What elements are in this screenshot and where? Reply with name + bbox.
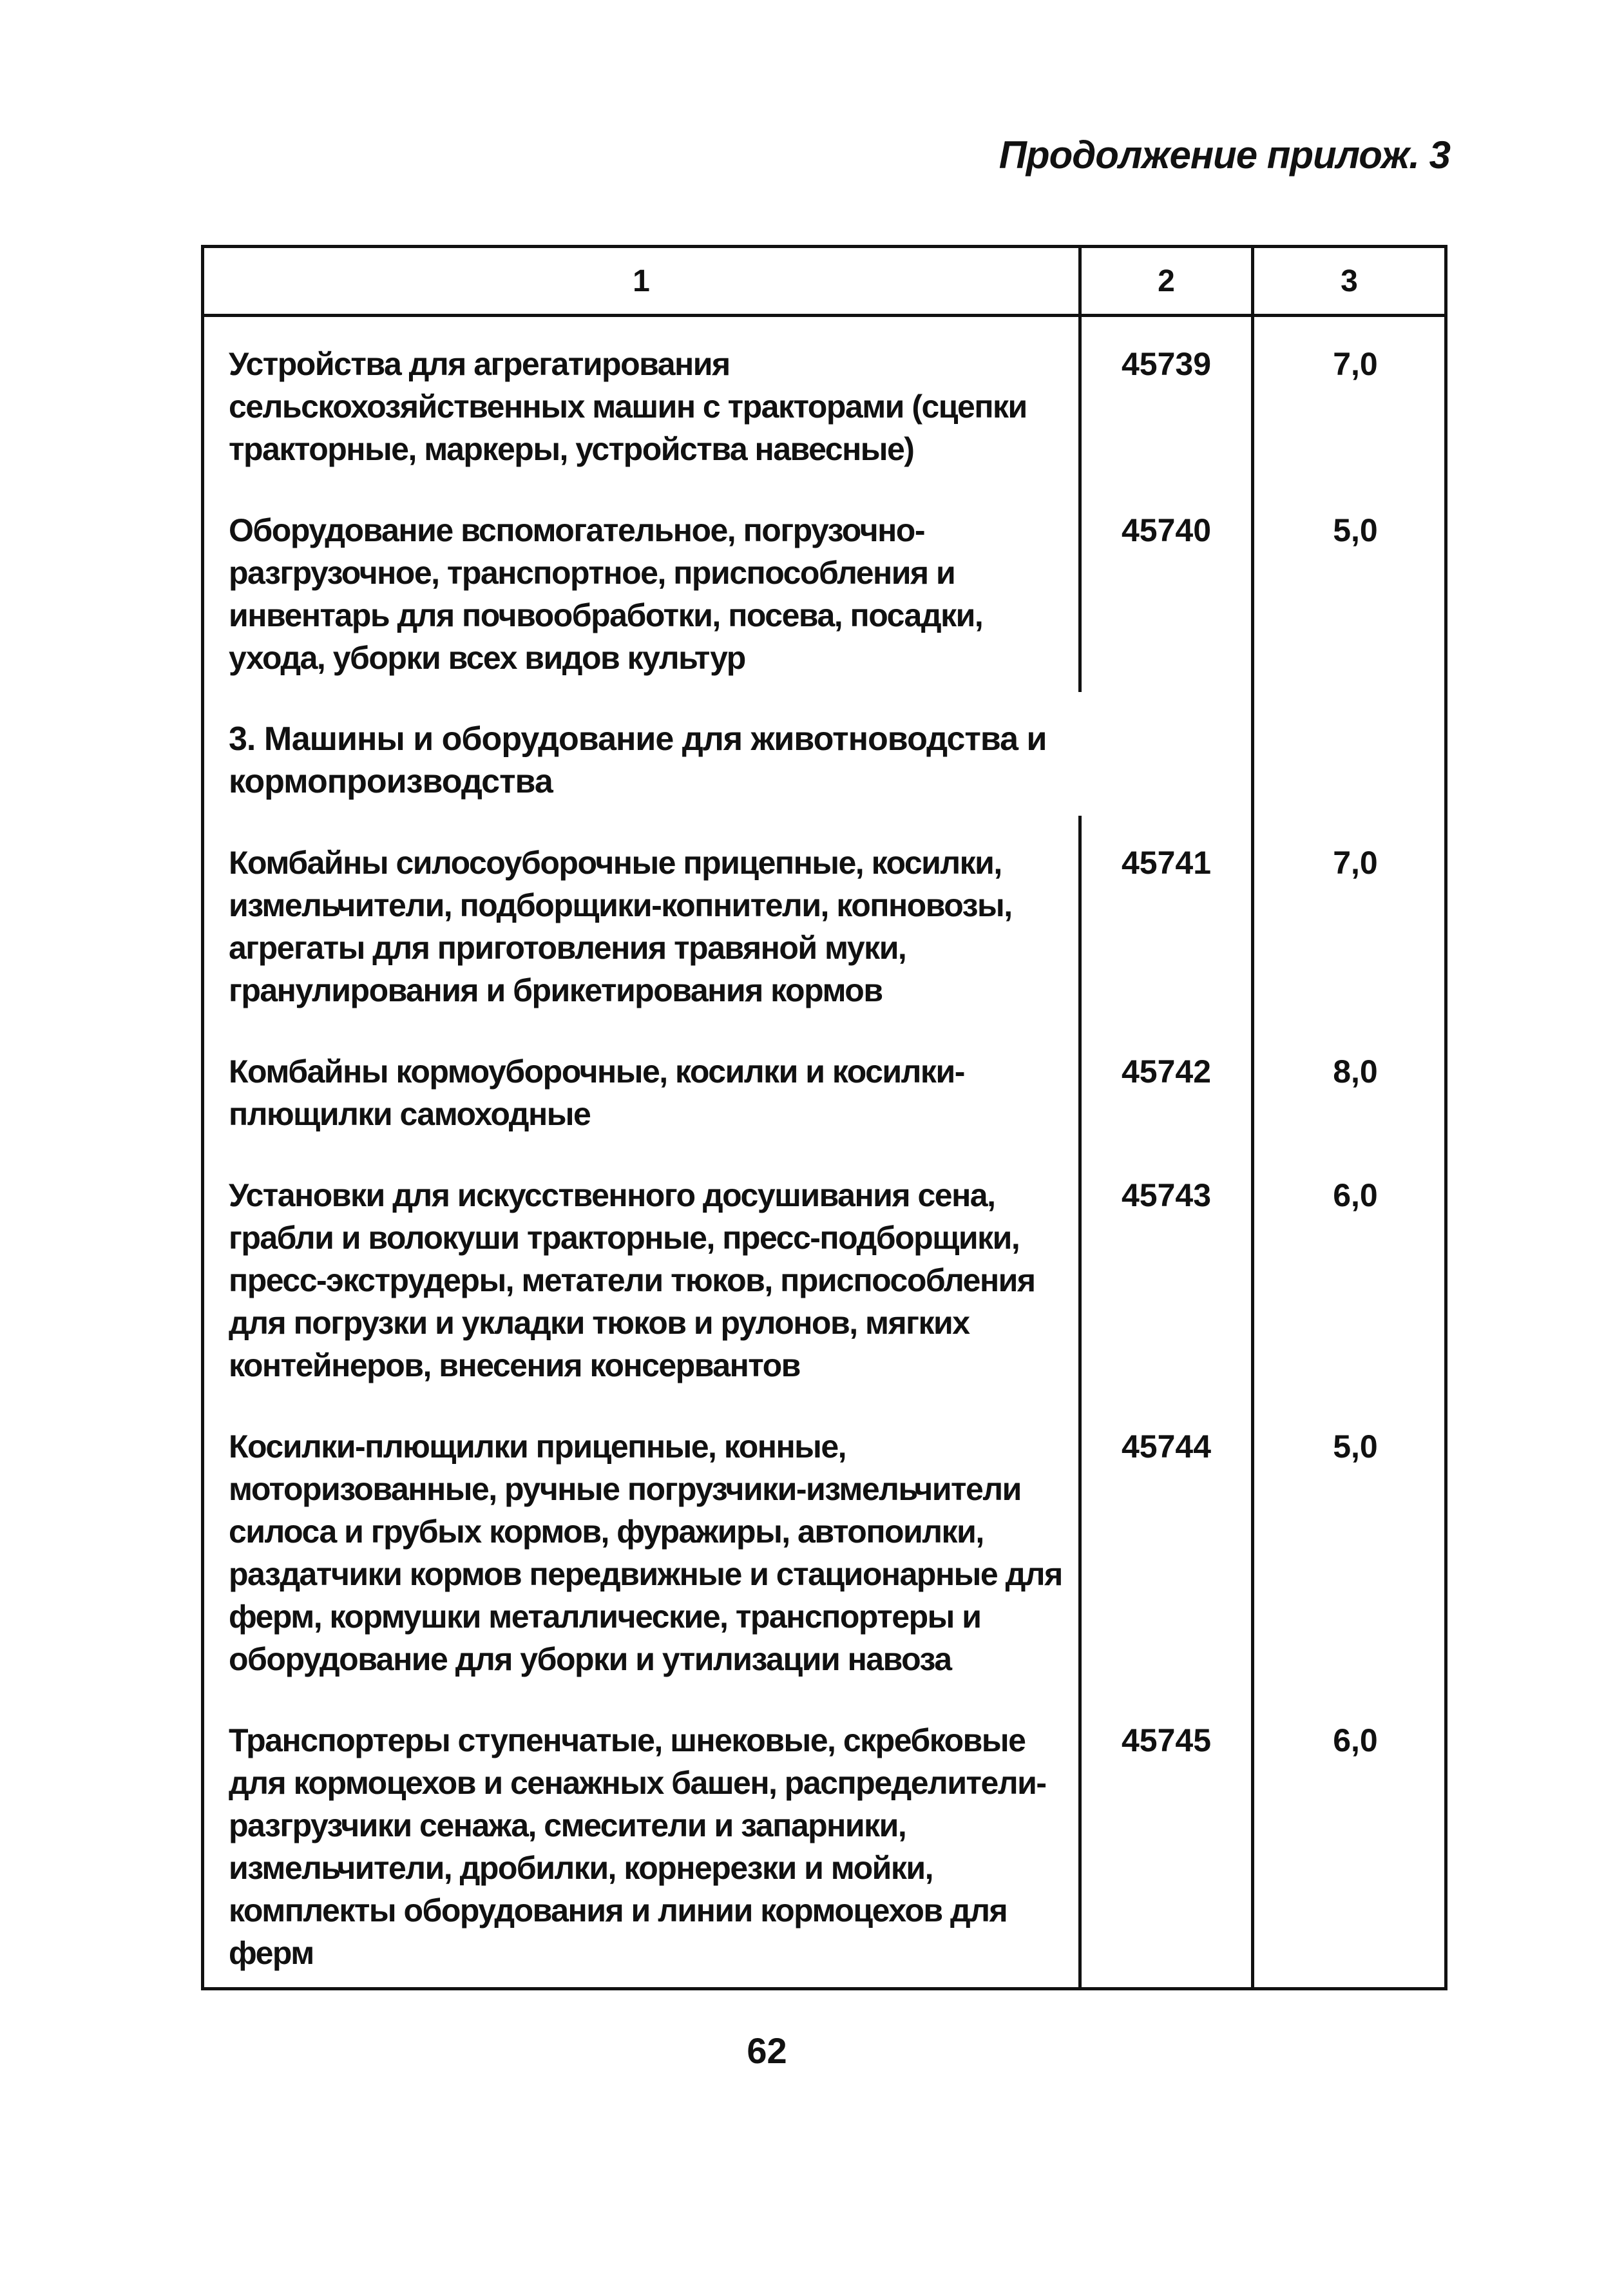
row-description: Комбайны силосоуборочные прицепные, косилки, измельчители, подборщики-копнители, копновозы, агрегаты для приготовления травяной муки, гранулирования и брикетирования кормов — [203, 816, 1080, 1024]
row-code: 45744 — [1080, 1400, 1253, 1693]
section-blank-cell — [1253, 692, 1446, 816]
table-row — [203, 1693, 1446, 1989]
row-code: 45739 — [1080, 316, 1253, 484]
row-rate: 5,0 — [1253, 483, 1446, 692]
row-description: Косилки-плющилки прицепные, конные, моторизованные, ручные погрузчики-измельчители силоса и грубых кормов, фуражиры, автопоилки, раздатчики кормов передвижные и стационарные для ферм, кормушки металлические, транспортеры и оборудование для уборки и утилизации навоза — [203, 1400, 1080, 1693]
column-header-3: 3 — [1253, 247, 1446, 316]
section-heading-row — [203, 692, 1446, 816]
table-row — [203, 316, 1446, 484]
row-rate: 6,0 — [1253, 1148, 1446, 1400]
section-title: 3. Машины и оборудование для животноводства и кормопроизводства — [203, 692, 1080, 816]
row-rate: 7,0 — [1253, 316, 1446, 484]
row-rate: 5,0 — [1253, 1400, 1446, 1693]
row-description: Оборудование вспомогательное, погрузочно-разгрузочное, транспортное, приспособления и инвентарь для почвообработки, посева, посадки, ухода, уборки всех видов культур — [203, 483, 1080, 692]
row-code: 45741 — [1080, 816, 1253, 1024]
row-description: Устройства для агрегатирования сельскохозяйственных машин с тракторами (сцепки тракторные, маркеры, устройства навесные) — [203, 316, 1080, 484]
row-rate: 6,0 — [1253, 1693, 1446, 1989]
column-header-row — [203, 247, 1446, 316]
row-rate: 8,0 — [1253, 1024, 1446, 1148]
column-header-2: 2 — [1080, 247, 1253, 316]
page-number: 62 — [747, 2030, 787, 2071]
table-row — [203, 1148, 1446, 1400]
row-code: 45740 — [1080, 483, 1253, 692]
row-description: Установки для искусственного досушивания сена, грабли и волокуши тракторные, пресс-подборщики, пресс-экструдеры, метатели тюков, приспособления для погрузки и укладки тюков и рулонов, мягких контейнеров, внесения консервантов — [203, 1148, 1080, 1400]
table-row — [203, 1400, 1446, 1693]
table-row — [203, 483, 1446, 692]
row-code: 45743 — [1080, 1148, 1253, 1400]
appendix-table — [201, 245, 1447, 1990]
row-description: Транспортеры ступенчатые, шнековые, скребковые для кормоцехов и сенажных башен, распределители-разгрузчики сенажа, смесители и запарники, измельчители, дробилки, корнерезки и мойки, комплекты оборудования и линии кормоцехов для ферм — [203, 1693, 1080, 1989]
continuation-heading: Продолжение прилож. 3 — [998, 133, 1450, 177]
table-row — [203, 816, 1446, 1024]
row-rate: 7,0 — [1253, 816, 1446, 1024]
row-code: 45745 — [1080, 1693, 1253, 1989]
column-header-1: 1 — [203, 247, 1080, 316]
table-row — [203, 1024, 1446, 1148]
row-description: Комбайны кормоуборочные, косилки и косилки-плющилки самоходные — [203, 1024, 1080, 1148]
row-code: 45742 — [1080, 1024, 1253, 1148]
section-blank-cell — [1080, 692, 1253, 816]
